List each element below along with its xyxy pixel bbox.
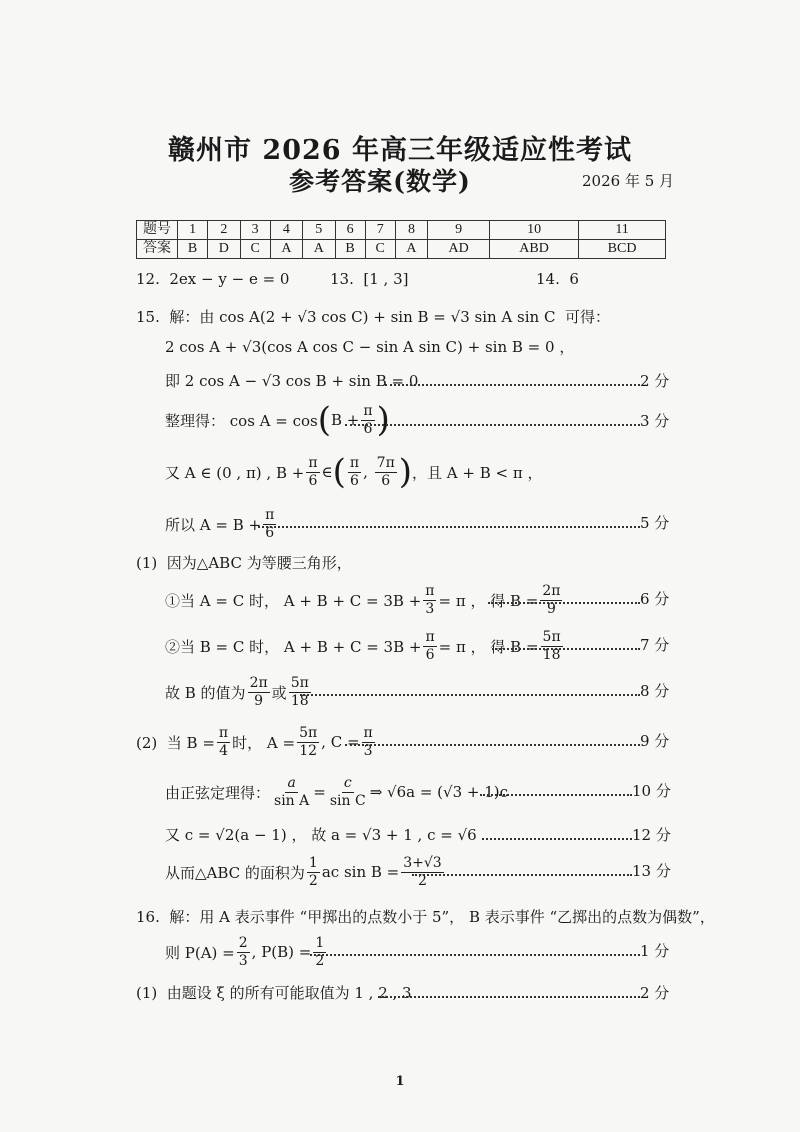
table-cell: 9 — [428, 221, 490, 240]
dot-leader — [412, 874, 632, 876]
table-cell: 8 — [395, 221, 427, 240]
answer-q14: 14. 6 — [536, 270, 579, 288]
q15-part1-case-b: ②当 B = C 时， A + B + C = 3B + $\frac{\pi}{6}$ = π ， 得 B = $\frac{5\pi}{18}$ — [165, 628, 561, 663]
exam-date: 2026 年 5 月 — [582, 172, 675, 190]
table-cell: B — [335, 240, 365, 259]
answer-q12: 12. 2ex − y − e = 0 — [136, 270, 290, 288]
table-cell: ABD — [490, 240, 579, 259]
q16-line-1: 16. 解：用 A 表示事件 “甲掷出的点数小于 5”， B 表示事件 “乙掷出的点数为偶数”， — [136, 908, 715, 926]
score-mark: 6 分 — [640, 590, 670, 608]
answers-table — [136, 220, 666, 259]
table-cell: BCD — [579, 240, 666, 259]
table-cell: 1 — [178, 221, 208, 240]
q15-part1-intro: (1) 因为△ABC 为等腰三角形， — [136, 554, 352, 572]
score-mark: 1 分 — [640, 942, 670, 960]
table-cell: 11 — [579, 221, 666, 240]
table-cell: A — [270, 240, 302, 259]
score-mark: 8 分 — [640, 682, 670, 700]
table-cell: 4 — [270, 221, 302, 240]
q15-part1-case-a: ①当 A = C 时， A + B + C = 3B + $\frac{\pi}{3}$ = π ， 得 B = $\frac{2\pi}{9}$ — [165, 582, 561, 617]
q15-line-5: 又 A ∈ (0 , π) , B + $\frac{\pi}{6}$ ∈ ( $\frac{\pi}{6}$ , $\frac{7\pi}{6}$ ) ，且 A + B < π ， — [165, 452, 543, 492]
q15-part1-conclusion: 故 B 的值为 $\frac{2\pi}{9}$ 或 $\frac{5\pi}{18}$ — [165, 674, 309, 709]
score-mark: 2 分 — [640, 984, 670, 1002]
page-title: 赣州市 2026 年高三年级适应性考试 — [168, 135, 632, 166]
table-row-label: 答案 — [137, 240, 178, 259]
dot-leader — [488, 602, 640, 604]
score-mark: 7 分 — [640, 636, 670, 654]
table-cell: A — [395, 240, 427, 259]
table-cell: 5 — [303, 221, 335, 240]
score-mark: 2 分 — [640, 372, 670, 390]
dot-leader — [345, 424, 640, 426]
dot-leader — [378, 996, 640, 998]
table-cell: C — [240, 240, 270, 259]
q15-line-2: 2 cos A + √3(cos A cos C − sin A sin C) + sin B = 0 ， — [165, 338, 575, 356]
score-mark: 12 分 — [632, 826, 671, 844]
score-mark: 13 分 — [632, 862, 671, 880]
table-cell: 6 — [335, 221, 365, 240]
q15-part2-b: 由正弦定理得： $\frac{a}{\text{sin A}}$ = $\frac{c}{\text{sin C}}$ ⇒ √6a = (√3 + 1)c — [165, 774, 509, 809]
q15-part2-d: 从而△ABC 的面积为 $\frac{1}{2}$ ac sin B = $\frac{3+√3}{2}$ — [165, 854, 442, 889]
answer-row — [137, 240, 666, 259]
score-mark: 5 分 — [640, 514, 670, 532]
dot-leader — [300, 694, 640, 696]
q16-line-2: 则 P(A) = $\frac{2}{3}$ , P(B) = $\frac{1}{2}$ — [165, 934, 325, 969]
q15-line-1: 15. 解：由 cos A(2 + √3 cos C) + sin B = √3 sin A sin C 可得： — [136, 308, 610, 326]
score-mark: 9 分 — [640, 732, 670, 750]
q15-line-4: 整理得： cos A = cos ( B + $\frac{\pi}{6}$ ) — [165, 400, 390, 440]
table-row-label: 题号 — [137, 221, 178, 240]
table-cell: 2 — [208, 221, 240, 240]
score-mark: 10 分 — [632, 782, 671, 800]
dot-leader — [492, 648, 640, 650]
table-cell: C — [365, 240, 395, 259]
dot-leader — [310, 954, 640, 956]
table-cell: D — [208, 240, 240, 259]
q15-line-6: 所以 A = B + $\frac{\pi}{6}$ — [165, 506, 275, 541]
table-cell: 3 — [240, 221, 270, 240]
score-mark: 3 分 — [640, 412, 670, 430]
q15-part2-c: 又 c = √2(a − 1) ， 故 a = √3 + 1 , c = √6 — [165, 826, 477, 844]
page-number: 1 — [395, 1074, 405, 1089]
dot-leader — [258, 526, 640, 528]
table-cell: B — [178, 240, 208, 259]
dot-leader — [345, 744, 640, 746]
dot-leader — [385, 384, 640, 386]
q15-line-3: 即 2 cos A − √3 cos B + sin B = 0 — [165, 372, 419, 390]
table-cell: AD — [428, 240, 490, 259]
dot-leader — [480, 794, 632, 796]
q16-part1: (1) 由题设 ξ 的所有可能取值为 1 , 2 , 3 — [136, 984, 412, 1002]
page-subtitle: 参考答案(数学) — [289, 167, 471, 196]
table-cell: A — [303, 240, 335, 259]
dot-leader — [482, 838, 632, 840]
question-number-row — [137, 221, 666, 240]
answer-q13: 13. [1 , 3] — [330, 270, 409, 288]
q15-part2-a: (2) 当 B = $\frac{\pi}{4}$ 时， A = $\frac{5\pi}{12}$ , C = $\frac{\pi}{3}$ — [136, 724, 373, 759]
table-cell: 10 — [490, 221, 579, 240]
fraction: $\frac{\pi}{6}$ — [363, 402, 373, 437]
table-cell: 7 — [365, 221, 395, 240]
